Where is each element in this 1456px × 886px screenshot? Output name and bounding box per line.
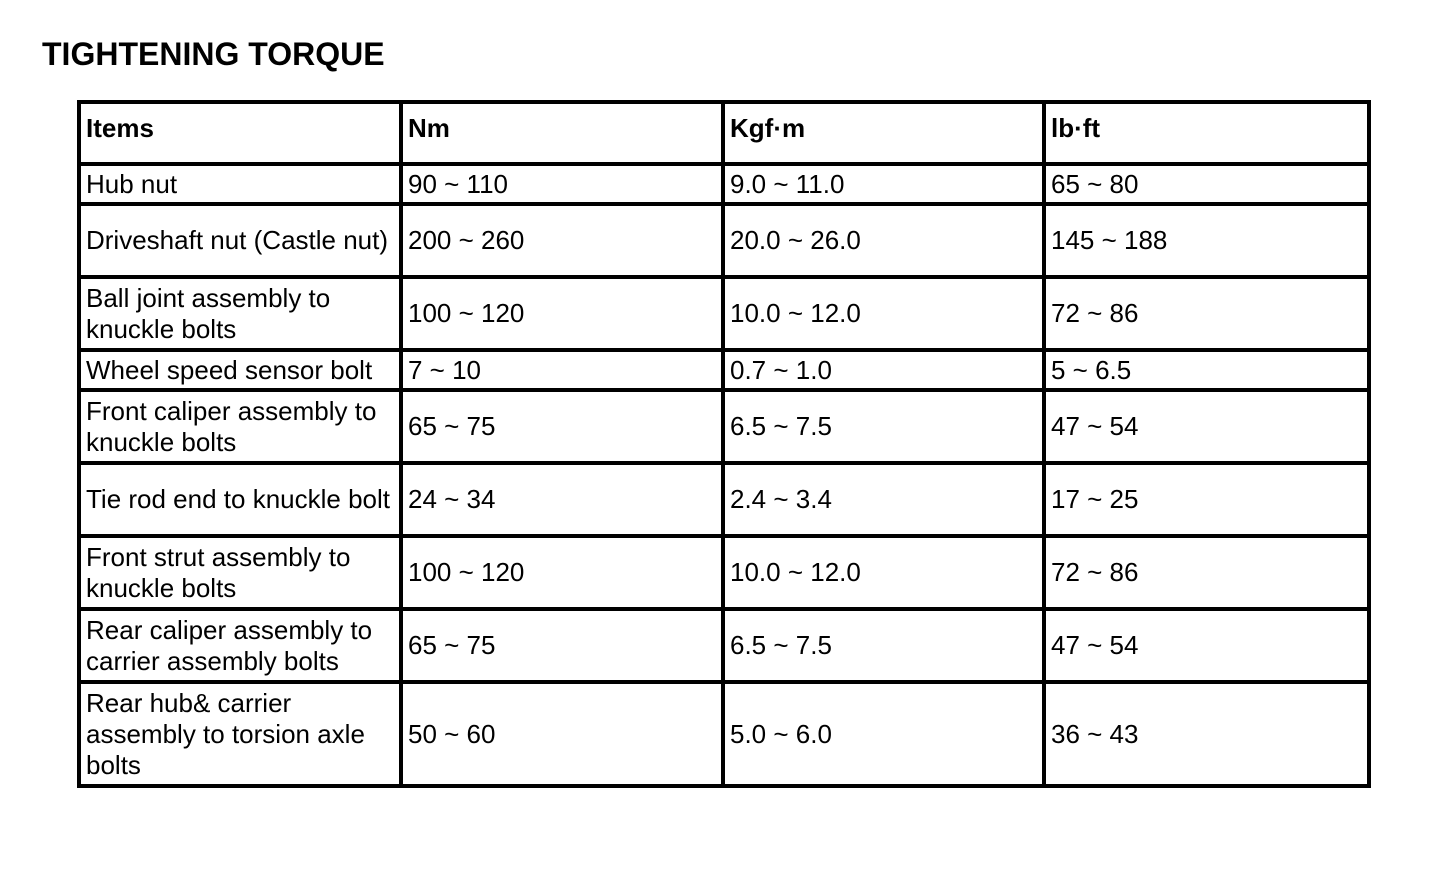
table-row [79, 390, 1369, 463]
cell-nm: 7 ~ 10 [401, 350, 723, 390]
cell-nm: 100 ~ 120 [401, 536, 723, 609]
cell-lbft: 72 ~ 86 [1044, 536, 1369, 609]
cell-kgfm: 9.0 ~ 11.0 [723, 164, 1044, 204]
cell-nm: 100 ~ 120 [401, 277, 723, 350]
cell-nm: 200 ~ 260 [401, 204, 723, 277]
page-title: TIGHTENING TORQUE [42, 36, 385, 72]
cell-kgfm: 20.0 ~ 26.0 [723, 204, 1044, 277]
table-row [79, 463, 1369, 536]
cell-kgfm: 2.4 ~ 3.4 [723, 463, 1044, 536]
table-row [79, 204, 1369, 277]
cell-kgfm: 6.5 ~ 7.5 [723, 609, 1044, 682]
cell-kgfm: 10.0 ~ 12.0 [723, 277, 1044, 350]
table-row [79, 682, 1369, 786]
cell-item: Ball joint assembly to knuckle bolts [79, 277, 401, 350]
cell-item: Hub nut [79, 164, 401, 204]
header-nm: Nm [401, 102, 723, 164]
cell-nm: 65 ~ 75 [401, 390, 723, 463]
cell-item: Tie rod end to knuckle bolt [79, 463, 401, 536]
cell-kgfm: 5.0 ~ 6.0 [723, 682, 1044, 786]
table-row [79, 536, 1369, 609]
cell-kgfm: 0.7 ~ 1.0 [723, 350, 1044, 390]
cell-kgfm: 6.5 ~ 7.5 [723, 390, 1044, 463]
cell-nm: 90 ~ 110 [401, 164, 723, 204]
cell-lbft: 5 ~ 6.5 [1044, 350, 1369, 390]
cell-item: Driveshaft nut (Castle nut) [79, 204, 401, 277]
cell-nm: 65 ~ 75 [401, 609, 723, 682]
cell-nm: 50 ~ 60 [401, 682, 723, 786]
cell-item: Rear hub& carrier assembly to torsion axle bolts [79, 682, 401, 786]
table-row [79, 609, 1369, 682]
cell-lbft: 47 ~ 54 [1044, 609, 1369, 682]
cell-kgfm: 10.0 ~ 12.0 [723, 536, 1044, 609]
cell-lbft: 36 ~ 43 [1044, 682, 1369, 786]
cell-item: Wheel speed sensor bolt [79, 350, 401, 390]
cell-item: Rear caliper assembly to carrier assembly bolts [79, 609, 401, 682]
table-row [79, 277, 1369, 350]
torque-table [77, 100, 1371, 788]
cell-lbft: 17 ~ 25 [1044, 463, 1369, 536]
table-row [79, 164, 1369, 204]
cell-nm: 24 ~ 34 [401, 463, 723, 536]
cell-lbft: 65 ~ 80 [1044, 164, 1369, 204]
table-header-row [79, 102, 1369, 164]
table-row [79, 350, 1369, 390]
header-items: Items [79, 102, 401, 164]
cell-lbft: 145 ~ 188 [1044, 204, 1369, 277]
cell-item: Front caliper assembly to knuckle bolts [79, 390, 401, 463]
cell-lbft: 72 ~ 86 [1044, 277, 1369, 350]
header-lbft: lb·ft [1044, 102, 1369, 164]
header-kgfm: Kgf·m [723, 102, 1044, 164]
cell-lbft: 47 ~ 54 [1044, 390, 1369, 463]
cell-item: Front strut assembly to knuckle bolts [79, 536, 401, 609]
